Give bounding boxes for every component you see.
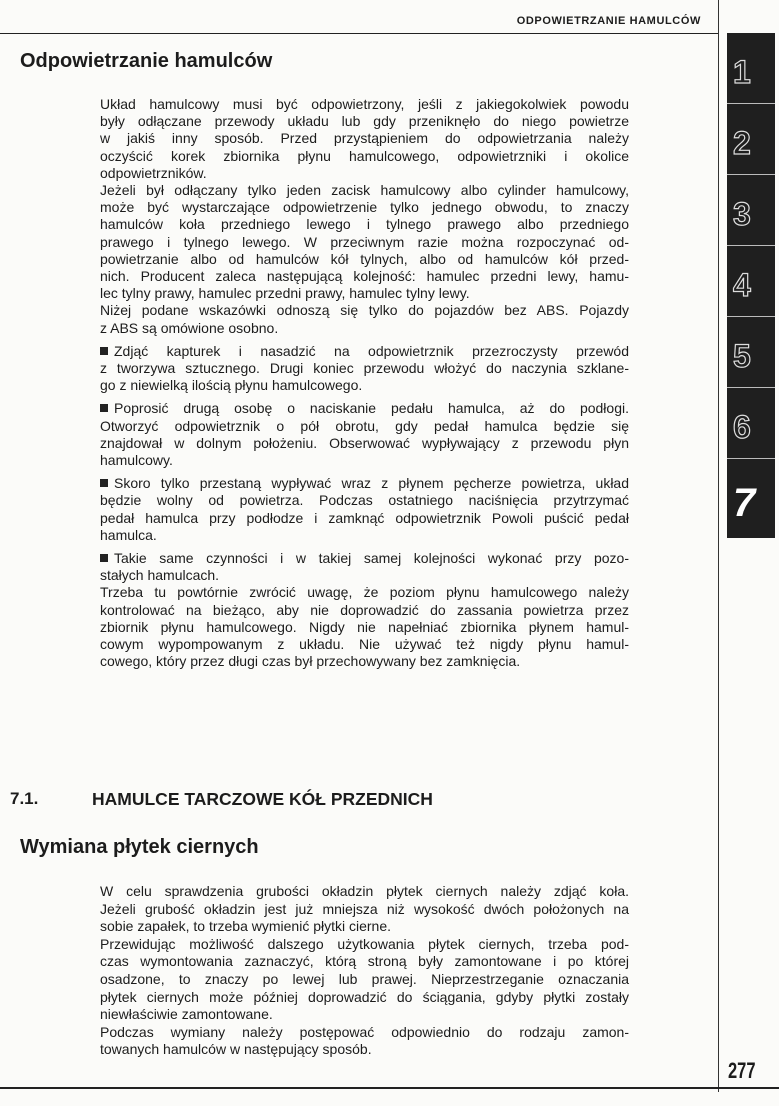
text-line: go z niewielką ilością płynu hamulcowego. <box>100 377 363 394</box>
text-line: hamulca. <box>100 526 157 543</box>
text-line: Podczas wymiany należy postępować odpowiednio do rodzaju zamon- <box>100 1023 629 1040</box>
chapter-tab-2[interactable] <box>727 104 775 175</box>
text-line: Trzeba tu powtórnie zwrócić uwagę, że poziom płynu hamulcowego należy <box>100 584 629 601</box>
text-line: będzie wolny od powietrza. Podczas ostatniego naciśnięcia przytrzymać <box>100 492 629 509</box>
text-line: Takie same czynności i w takiej samej kolejności wykonać przy pozo- <box>100 550 629 567</box>
paragraph <box>100 182 629 302</box>
chapter-tab-label: 1 <box>733 54 751 90</box>
margin-rule <box>718 0 719 1092</box>
chapter-tab-label: 3 <box>733 196 751 232</box>
section-number: 7.1. <box>10 789 39 808</box>
paragraph <box>100 96 629 182</box>
text-line: Skoro tylko przestaną wypływać wraz z płynem pęcherze powietrza, układ <box>100 475 629 492</box>
chapter-tab-label: 6 <box>733 409 751 445</box>
paragraph <box>100 883 629 936</box>
text-line: w jakiś inny sposób. Przed przystąpieniem do odpowietrzania należy <box>100 130 629 147</box>
text-line: płytek ciernych może później doprowadzić do ściągania, gdyby płytki zostały <box>100 988 629 1005</box>
text-line: Niżej podane wskazówki odnoszą się tylko do pojazdów bez ABS. Pojazdy <box>100 302 629 319</box>
bullet-square-icon <box>100 404 108 412</box>
text-line: Poprosić drugą osobę o naciskanie pedału hamulca, aż do podłogi. <box>100 400 629 417</box>
running-header: ODPOWIETRZANIE HAMULCÓW <box>516 15 701 27</box>
bullet-square-icon <box>100 554 108 562</box>
text-line: Zdjąć kapturek i nasadzić na odpowietrznik przezroczysty przewód <box>100 343 629 360</box>
bullet-square-icon <box>100 479 108 487</box>
chapter-tab-label: 2 <box>733 125 751 161</box>
page-number: 277 <box>728 1058 756 1083</box>
chapter-tab-3[interactable] <box>727 175 775 246</box>
paragraph <box>100 584 629 670</box>
chapter-tab-label: 7 <box>733 481 756 525</box>
paragraph <box>100 302 629 336</box>
text-line: W celu sprawdzenia grubości okładzin płytek ciernych należy zdjąć koła. <box>100 883 629 899</box>
text-line: niewłaściwie zamontowane. <box>100 1006 273 1023</box>
text-line: Otworzyć odpowietrznik o pół obrotu, gdy pedał hamulca będzie się <box>100 417 629 434</box>
text-line: nich. Producent zaleca następującą kolejność: hamulec przedni lewy, hamu- <box>100 268 629 285</box>
chapter-tab-7[interactable] <box>727 459 775 538</box>
text-line: towanych hamulców w następujący sposób. <box>100 1041 372 1058</box>
chapter-tab-label: 4 <box>733 267 751 303</box>
chapter-tab-6[interactable] <box>727 388 775 459</box>
chapter-tabs <box>727 33 775 538</box>
paragraph <box>100 936 629 1024</box>
text-line: hamulców koła przedniego lewego i tylnego prawego albo przedniego <box>100 216 629 233</box>
text-line: kontrolować na bieżąco, aby nie doprowadzić do zassania powietrza przez <box>100 601 629 618</box>
text-line: lec tylny prawy, hamulec przedni prawy, hamulec tylny lewy. <box>100 285 470 302</box>
text-line: z tworzywa sztucznego. Drugi koniec przewodu włożyć do naczynia szklane- <box>100 360 629 377</box>
chapter-tab-4[interactable] <box>727 246 775 317</box>
header-rule <box>0 33 719 34</box>
chapter-tab-label: 5 <box>733 338 751 374</box>
text-line: cowego, który przez długi czas był przechowywany bez zamknięcia. <box>100 653 521 670</box>
text-line: powietrzanie albo od hamulców kół tylnych, albo od hamulców kół przed- <box>100 250 629 267</box>
chapter-tab-5[interactable] <box>727 317 775 388</box>
bullet-paragraph <box>100 400 629 469</box>
bullet-square-icon <box>100 347 108 355</box>
text-line: Przewidując możliwość dalszego użytkowania płytek ciernych, trzeba pod- <box>100 935 629 952</box>
text-line: sobie zapałek, to trzeba wymienić płytki cierne. <box>100 918 392 935</box>
footer-rule <box>0 1087 779 1089</box>
text-line: z ABS są omówione osobno. <box>100 319 279 336</box>
text-line: cowym wypompowanym z układu. Nie używać też nigdy płynu hamul- <box>100 636 629 653</box>
bullet-paragraph <box>100 343 629 395</box>
chapter-tab-1[interactable] <box>727 33 775 104</box>
bullet-paragraph <box>100 475 629 544</box>
subsection-title: Wymiana płytek ciernych <box>20 836 259 858</box>
text-line: pedał hamulca przy podłodze i zamknąć odpowietrznik Powoli puścić pedał <box>100 509 629 526</box>
text-line: znajdował w dolnym położeniu. Obserwować wypływający z przewodu płyn <box>100 434 629 451</box>
text-line: Jeżeli grubość okładzin jest już mniejsza niż wysokość dwóch położonych na <box>100 900 629 917</box>
text-line: odpowietrzników. <box>100 164 207 181</box>
section-title: Odpowietrzanie hamulców <box>20 50 273 72</box>
paragraph <box>100 1024 629 1059</box>
bullet-paragraph <box>100 550 629 584</box>
subsection-body <box>100 883 629 1059</box>
text-line: oczyścić korek zbiornika płynu hamulcowego, odpowietrzniki i okolice <box>100 147 629 164</box>
text-line: prawego i tylnego lewego. W przeciwnym razie można rozpoczynać od- <box>100 233 629 250</box>
text-line: Jeżeli był odłączany tylko jeden zacisk hamulcowy albo cylinder hamulcowy, <box>100 182 629 199</box>
text-line: stałych hamulcach. <box>100 567 220 584</box>
text-line: może być wystarczające odpowietrzenie tylko jednego obwodu, to znaczy <box>100 199 629 216</box>
text-line: czas wymontowania zaznaczyć, którą stroną były zamontowane i po której <box>100 953 629 970</box>
text-line: były odłączane przewody układu lub gdy przeniknęło do niego powietrze <box>100 113 629 130</box>
text-line: osadzone, to znaczy po lewej lub prawej. Nieprzestrzeganie oznaczania <box>100 970 629 987</box>
text-line: zbiornik płynu hamulcowego. Nigdy nie napełniać zbiornika płynem hamul- <box>100 618 629 635</box>
text-line: Układ hamulcowy musi być odpowietrzony, jeśli z jakiegokolwiek powodu <box>100 96 629 112</box>
section-heading: HAMULCE TARCZOWE KÓŁ PRZEDNICH <box>92 789 433 809</box>
text-line: hamulcowy. <box>100 452 173 469</box>
section-body <box>100 96 629 671</box>
